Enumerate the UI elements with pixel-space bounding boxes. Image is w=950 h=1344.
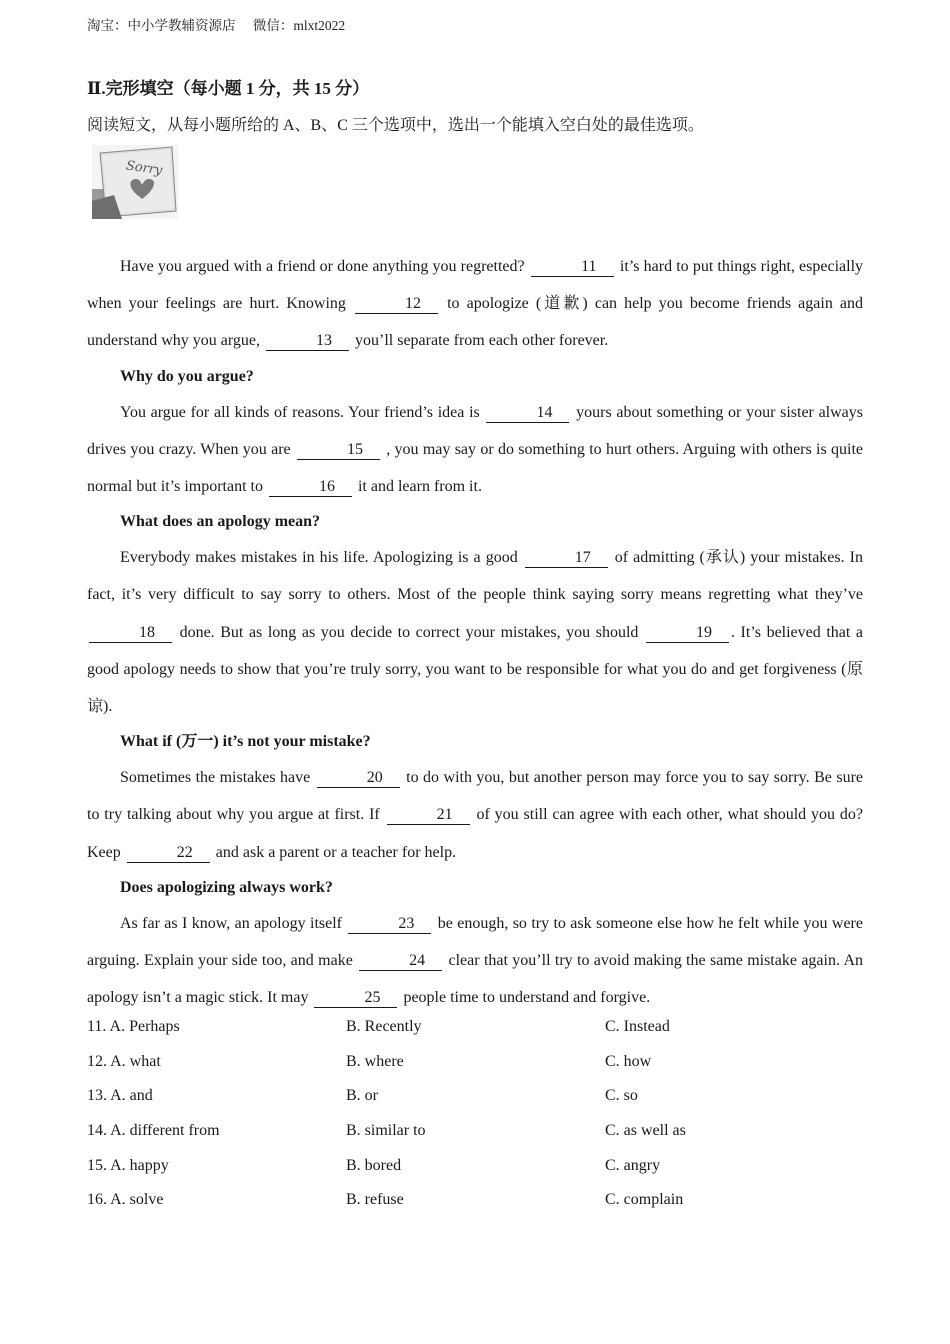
option-b: B. or <box>346 1087 378 1105</box>
option-row-11 <box>87 1010 867 1045</box>
paragraph-1: Have you argued with a friend or done anything you regretted? 11 it’s hard to put things right, especially when your feelings are hurt. Knowing 12 to apologize (道歉) can help you become friends again and understand why you argue, 13 you’ll separate from each other forever. <box>87 258 864 350</box>
option-row-15 <box>87 1148 867 1183</box>
blank-17: 17 <box>525 549 608 568</box>
blank-22: 22 <box>127 844 210 863</box>
page-header <box>87 14 359 34</box>
sorry-card-image <box>92 145 178 219</box>
instruction-text: 阅读短文，从每小题所给的 A、B、C 三个选项中，选出一个能填入空白处的最佳选项。 <box>87 117 704 134</box>
shop-name: 淘宝：中小学教辅资源店 <box>87 18 236 33</box>
blank-24: 24 <box>359 952 442 971</box>
paragraph-3: Everybody makes mistakes in his life. Apologizing is a good 17 of admitting (承认) your mistakes. In fact, it’s very difficult to say sorry to others. Most of the people think saying sorry means regretting what they’ve 18 done. But as long as you decide to correct your mistakes, you should 19 . It’s believed that a good apology needs to show that you’re truly sorry, you want to be responsible for what you do and get forgiveness (原谅). <box>87 549 864 716</box>
option-a: 15. A. happy <box>87 1156 169 1174</box>
option-a: 11. A. Perhaps <box>87 1018 180 1036</box>
option-c: C. so <box>605 1087 638 1105</box>
subheading-why-argue: Why do you argue? <box>120 367 254 385</box>
subheading-apology-work: Does apologizing always work? <box>120 878 333 896</box>
option-c: C. angry <box>605 1156 661 1174</box>
option-b: B. bored <box>346 1156 402 1174</box>
paragraph-2: You argue for all kinds of reasons. Your friend’s idea is 14 yours about something or your sister always drives you crazy. When you are 15 , you may say or do something to hurt others. Arguing with others is quite normal but it’s important to 16 it and learn from it. <box>87 403 864 496</box>
option-b: B. similar to <box>346 1122 426 1140</box>
blank-13: 13 <box>266 332 349 351</box>
cloze-passage <box>87 248 863 1016</box>
subheading-not-your-mistake: What if (万一) it’s not your mistake? <box>120 733 371 751</box>
option-b: B. refuse <box>346 1191 404 1209</box>
blank-23: 23 <box>348 915 431 934</box>
option-row-13 <box>87 1079 867 1114</box>
option-c: C. how <box>605 1052 652 1070</box>
option-b: B. Recently <box>346 1018 422 1036</box>
paragraph-4: Sometimes the mistakes have 20 to do with you, but another person may force you to say sorry. Be sure to try talking about why you argue at first. If 21 of you still can agree with each other, what should you do? Keep 22 and ask a parent or a teacher for help. <box>87 769 863 861</box>
blank-11: 11 <box>531 258 614 277</box>
option-a: 14. A. different from <box>87 1122 220 1140</box>
blank-14: 14 <box>486 404 569 423</box>
option-c: C. as well as <box>605 1122 686 1140</box>
answer-options <box>87 1010 867 1218</box>
option-b: B. where <box>346 1052 404 1070</box>
option-a: 13. A. and <box>87 1087 153 1105</box>
option-c: C. Instead <box>605 1018 670 1036</box>
option-row-16 <box>87 1183 867 1218</box>
section-title: Ⅱ.完形填空（每小题 1 分，共 15 分） <box>87 79 370 98</box>
paragraph-5: As far as I know, an apology itself 23 be enough, so try to ask someone else how he felt while you were arguing. Explain your side too, and make 24 clear that you’ll try to avoid making the same mistake again. An apology isn’t a magic stick. It may 25 people time to understand and forgive. <box>87 914 863 1007</box>
blank-12: 12 <box>355 295 438 314</box>
wechat-id: 微信：mlxt2022 <box>252 18 346 33</box>
blank-16: 16 <box>269 478 352 497</box>
blank-19: 19 <box>646 624 729 643</box>
blank-21: 21 <box>387 806 470 825</box>
option-c: C. complain <box>605 1191 684 1209</box>
blank-25: 25 <box>314 989 397 1008</box>
svg-text:Sorry: Sorry <box>124 158 164 179</box>
blank-18: 18 <box>89 624 172 643</box>
blank-15: 15 <box>297 441 380 460</box>
subheading-apology-mean: What does an apology mean? <box>120 513 321 531</box>
option-a: 12. A. what <box>87 1052 161 1070</box>
blank-20: 20 <box>317 769 400 788</box>
sorry-card-heart-icon <box>92 145 178 219</box>
option-row-12 <box>87 1045 867 1080</box>
option-a: 16. A. solve <box>87 1191 164 1209</box>
option-row-14 <box>87 1114 867 1149</box>
